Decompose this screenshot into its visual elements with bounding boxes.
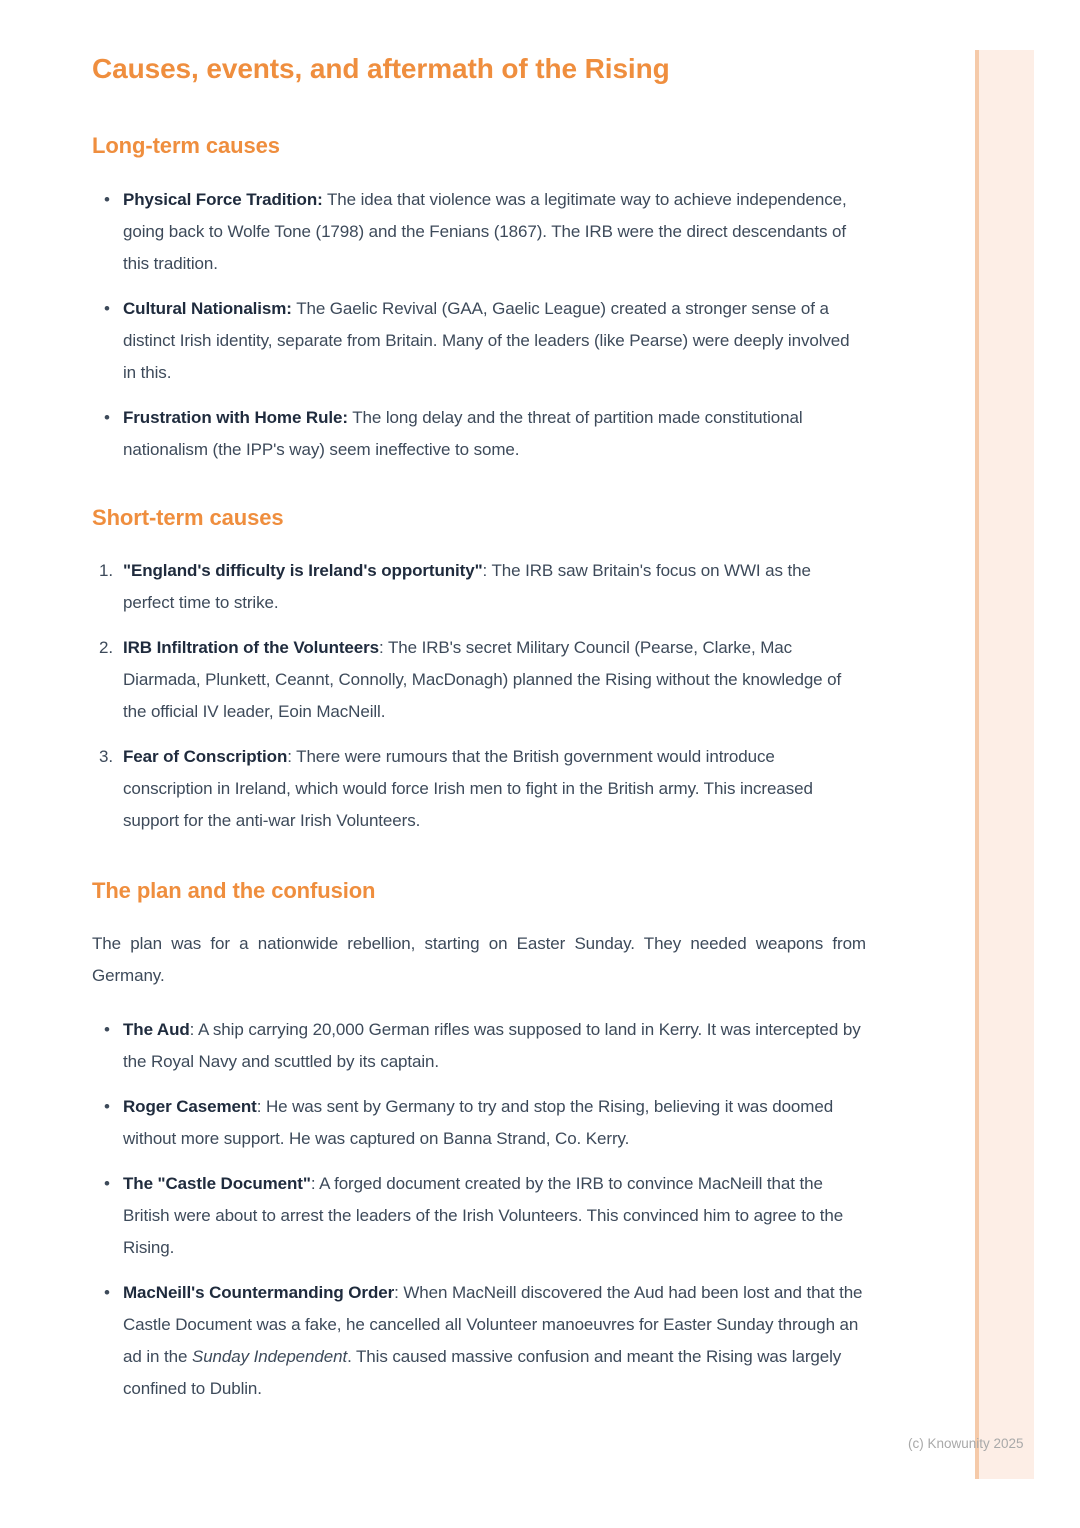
list-item	[92, 402, 866, 466]
item-lead: IRB Infiltration of the Volunteers	[123, 638, 380, 657]
bullet-marker: •	[104, 1174, 110, 1193]
plan-confusion-list	[92, 1014, 866, 1405]
item-text: The long delay and the threat of partition made constitutional nationalism (the IPP's way) seem ineffective to some.	[123, 408, 803, 459]
item-lead: Fear of Conscription	[123, 747, 288, 766]
item-lead: "England's difficulty is Ireland's opportunity"	[123, 561, 483, 580]
plan-intro-paragraph: The plan was for a nationwide rebellion, starting on Easter Sunday. They needed weapons from Germany.	[92, 934, 866, 985]
list-item	[92, 741, 866, 837]
document-content	[92, 52, 866, 1405]
page-title: Causes, events, and aftermath of the Rising	[92, 53, 670, 84]
page-edge-strip	[975, 50, 1034, 1479]
long-term-causes-list	[92, 184, 866, 466]
item-text: : When MacNeill discovered the Aud had been lost and that the Castle Document was a fake, he cancelled all Volunteer manoeuvres for Easter Sunday through an ad in the	[123, 1283, 863, 1366]
copyright-footer: (c) Knowunity 2025	[908, 1436, 1024, 1451]
item-lead: The Aud	[123, 1020, 190, 1039]
list-item	[92, 293, 866, 389]
list-item	[92, 632, 866, 728]
bullet-marker: •	[104, 190, 110, 209]
item-text: : The IRB's secret Military Council (Pearse, Clarke, Mac Diarmada, Plunkett, Ceannt, Connolly, MacDonagh) planned the Rising without the knowledge of the official IV leader, Eoin MacNeill.	[123, 638, 842, 721]
list-item	[92, 1091, 866, 1155]
item-lead: The "Castle Document"	[123, 1174, 311, 1193]
item-lead: Physical Force Tradition:	[123, 190, 323, 209]
bullet-marker: •	[104, 1097, 110, 1116]
bullet-marker: •	[104, 408, 110, 427]
item-text: : He was sent by Germany to try and stop the Rising, believing it was doomed without more support. He was captured on Banna Strand, Co. Kerry.	[123, 1097, 834, 1148]
short-term-causes-list	[92, 555, 866, 837]
item-lead: Frustration with Home Rule:	[123, 408, 348, 427]
section-heading-plan-and-confusion: The plan and the confusion	[92, 878, 376, 903]
number-marker: 2.	[99, 638, 113, 657]
item-lead: Cultural Nationalism:	[123, 299, 292, 318]
item-lead: Roger Casement	[123, 1097, 257, 1116]
list-item	[92, 1014, 866, 1078]
list-item	[92, 555, 866, 619]
item-text: : There were rumours that the British government would introduce conscription in Ireland, which would force Irish men to fight in the British army. This increased support for the anti-war Irish Volunteers.	[123, 747, 813, 830]
item-text: : A ship carrying 20,000 German rifles was supposed to land in Kerry. It was intercepted by the Royal Navy and scuttled by its captain.	[123, 1020, 861, 1071]
item-text: . This caused massive confusion and meant the Rising was largely confined to Dublin.	[123, 1347, 842, 1398]
bullet-marker: •	[104, 1283, 110, 1302]
item-lead: MacNeill's Countermanding Order	[123, 1283, 395, 1302]
item-text-italic: Sunday Independent	[191, 1347, 348, 1366]
list-item	[92, 1277, 866, 1405]
bullet-marker: •	[104, 299, 110, 318]
list-item	[92, 184, 866, 280]
item-text: The Gaelic Revival (GAA, Gaelic League) created a stronger sense of a distinct Irish identity, separate from Britain. Many of the leaders (like Pearse) were deeply involved in this.	[123, 299, 850, 382]
number-marker: 3.	[99, 747, 113, 766]
item-text: : The IRB saw Britain's focus on WWI as the perfect time to strike.	[123, 561, 811, 612]
bullet-marker: •	[104, 1020, 110, 1039]
item-text: The idea that violence was a legitimate way to achieve independence, going back to Wolfe Tone (1798) and the Fenians (1867). The IRB were the direct descendants of this tradition.	[123, 190, 847, 273]
number-marker: 1.	[99, 561, 113, 580]
section-heading-long-term-causes: Long-term causes	[92, 133, 280, 158]
item-text: : A forged document created by the IRB to convince MacNeill that the British were about to arrest the leaders of the Irish Volunteers. This convinced him to agree to the Rising.	[123, 1174, 844, 1257]
list-item	[92, 1168, 866, 1264]
section-heading-short-term-causes: Short-term causes	[92, 505, 284, 530]
